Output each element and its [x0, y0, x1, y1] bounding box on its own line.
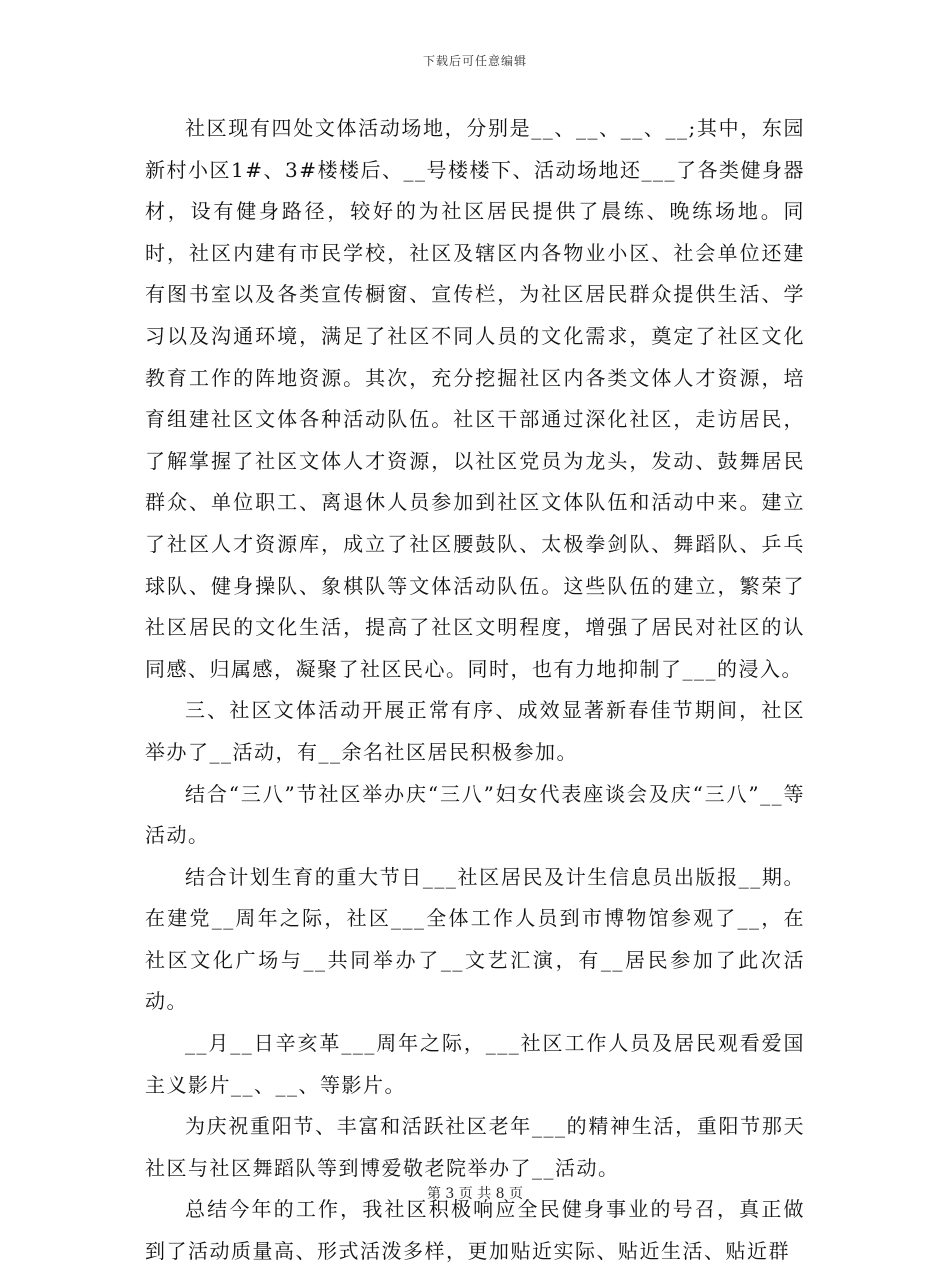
page-number-footer: 第 3 页 共 8 页 [426, 1186, 524, 1202]
document-body [145, 108, 805, 1273]
paragraph-venues-and-teams: 社区现有四处文体活动场地，分别是__、__、__、__;其中，东园新村小区1#、3#楼楼后、__号楼楼下、活动场地还___了各类健身器材，设有健身路径，较好的为社区居民提供了晨练、晚练场地。同时，社区内建有市民学校，社区及辖区内各物业小区、社会单位还建有图书室以及各类宣传橱窗、宣传栏，为社区居民群众提供生活、学习以及沟通环境，满足了社区不同人员的文化需求，奠定了社区文化教育工作的阵地资源。其次，充分挖掘社区内各类文体人才资源，培育组建社区文体各种活动队伍。社区干部通过深化社区，走访居民，了解掌握了社区文体人才资源，以社区党员为龙头，发动、鼓舞居民群众、单位职工、离退休人员参加到社区文体队伍和活动中来。建立了社区人才资源库，成立了社区腰鼓队、太极拳剑队、舞蹈队、乒乓球队、健身操队、象棋队等文体活动队伍。这些队伍的建立，繁荣了社区居民的文化生活，提高了社区文明程度，增强了居民对社区的认同感、归属感，凝聚了社区民心。同时，也有力地抑制了___的浸入。 [145, 116, 805, 681]
paragraph-spring-festival: 三、社区文体活动开展正常有序、成效显著新春佳节期间，社区举办了__活动，有__余名社区居民积极参加。 [145, 698, 805, 764]
paragraph-womens-day: 结合“三八”节社区举办庆“三八”妇女代表座谈会及庆“三八”__等活动。 [145, 781, 805, 848]
page-header: 下载后可任意编辑 [422, 54, 527, 68]
paragraph-xinhai-revolution: __月__日辛亥革___周年之际，___社区工作人员及居民观看爱国主义影片__、__、等影片。 [145, 1031, 805, 1097]
paragraph-family-planning: 结合计划生育的重大节日___社区居民及计生信息员出版报__期。在建党__周年之际，社区___全体工作人员到市博物馆参观了__，在社区文化广场与__共同举办了__文艺汇演，有__居民参加了此次活动。 [145, 864, 805, 1014]
paragraph-double-ninth: 为庆祝重阳节、丰富和活跃社区老年___的精神生活，重阳节那天社区与社区舞蹈队等到博爱敬老院举办了__活动。 [145, 1114, 805, 1180]
paragraph-summary: 总结今年的工作，我社区积极响应全民健身事业的号召，真正做到了活动质量高、形式活泼多样，更加贴近实际、贴近生活、贴近群 [145, 1197, 805, 1264]
